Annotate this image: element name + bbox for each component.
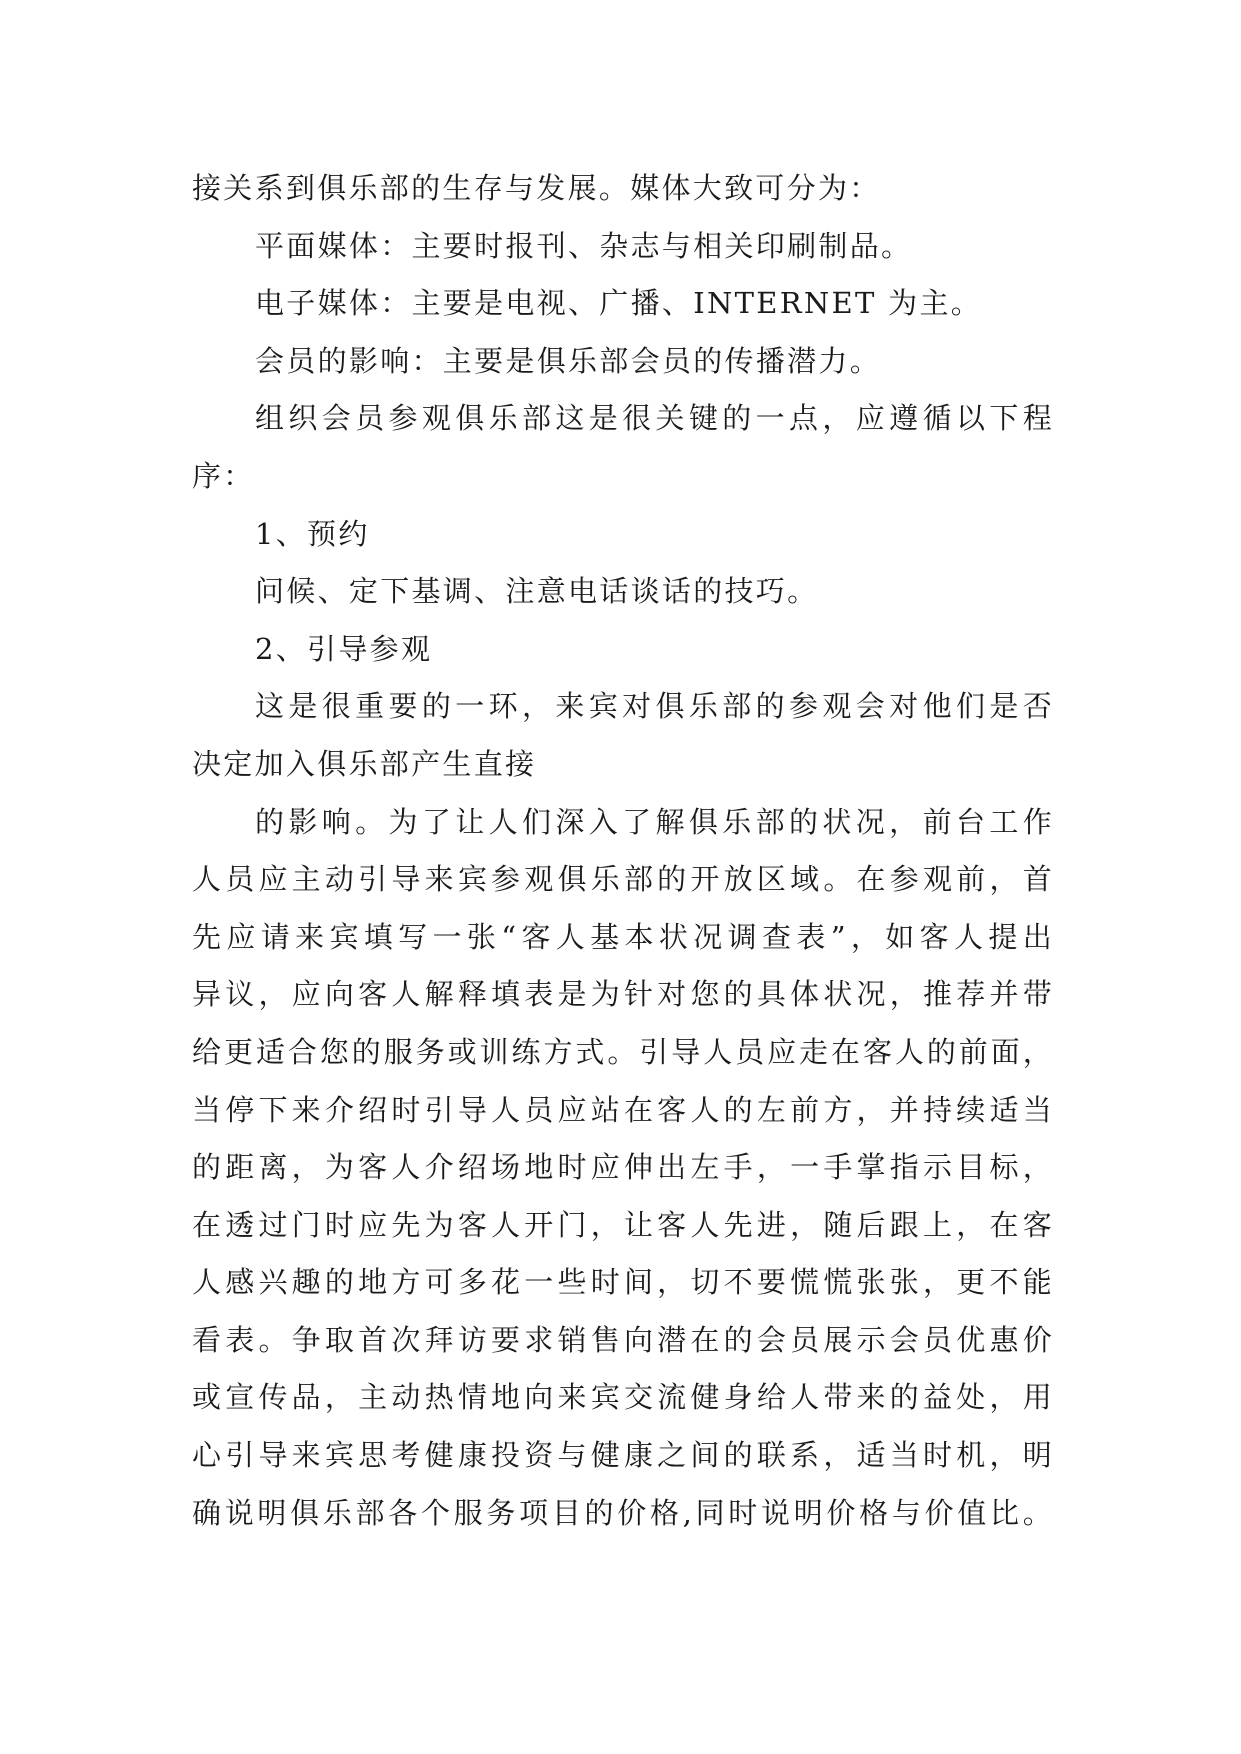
text-line: 异议，应向客人解释填表是为针对您的具体状况，推荐并带 [192,977,1054,1012]
text-line: 的距离，为客人介绍场地时应伸出左手，一手掌指示目标， [192,1150,1054,1185]
text-line: 接关系到俱乐部的生存与发展。媒体大致可分为： [192,171,881,205]
text-line: 人员应主动引导来宾参观俱乐部的开放区域。在参观前，首 [192,862,1054,897]
text-line: 看表。争取首次拜访要求销售向潜在的会员展示会员优惠价 [192,1322,1054,1357]
text-line: 序： [192,458,255,493]
text-line: 2、引导参观 [255,631,433,666]
text-line: 在透过门时应先为客人开门，让客人先进，随后跟上，在客 [192,1207,1054,1242]
text-line: 当停下来介绍时引导人员应站在客人的左前方，并持续适当 [192,1092,1054,1127]
text-line: 这是很重要的一环，来宾对俱乐部的参观会对他们是否 [255,689,1054,724]
text-line: 会员的影响：主要是俱乐部会员的传播潜力。 [255,343,882,378]
text-line: 决定加入俱乐部产生直接 [192,746,537,781]
document-body [192,160,1054,1542]
text-line: 电子媒体：主要是电视、广播、INTERNET 为主。 [255,286,983,321]
text-line: 或宣传品，主动热情地向来宾交流健身给人带来的益处，用 [192,1380,1054,1415]
text-line: 给更适合您的服务或训练方式。引导人员应走在客人的前面， [192,1034,1054,1069]
text-line: 人感兴趣的地方可多花一些时间，切不要慌慌张张，更不能 [192,1265,1054,1300]
text-line: 确说明俱乐部各个服务项目的价格,同时说明价格与价值比。 [192,1495,1054,1530]
text-line: 平面媒体：主要时报刊、杂志与相关印刷制品。 [255,228,913,263]
text-line: 组织会员参观俱乐部这是很关键的一点，应遵循以下程 [255,401,1054,436]
text-line: 的影响。为了让人们深入了解俱乐部的状况，前台工作 [255,804,1054,839]
text-line: 问候、定下基调、注意电话谈话的技巧。 [255,574,819,609]
text-line: 1、预约 [255,516,370,551]
text-line: 先应请来宾填写一张“客人基本状况调查表”，如客人提出 [192,919,1054,954]
text-line: 心引导来宾思考健康投资与健康之间的联系，适当时机，明 [192,1438,1054,1473]
